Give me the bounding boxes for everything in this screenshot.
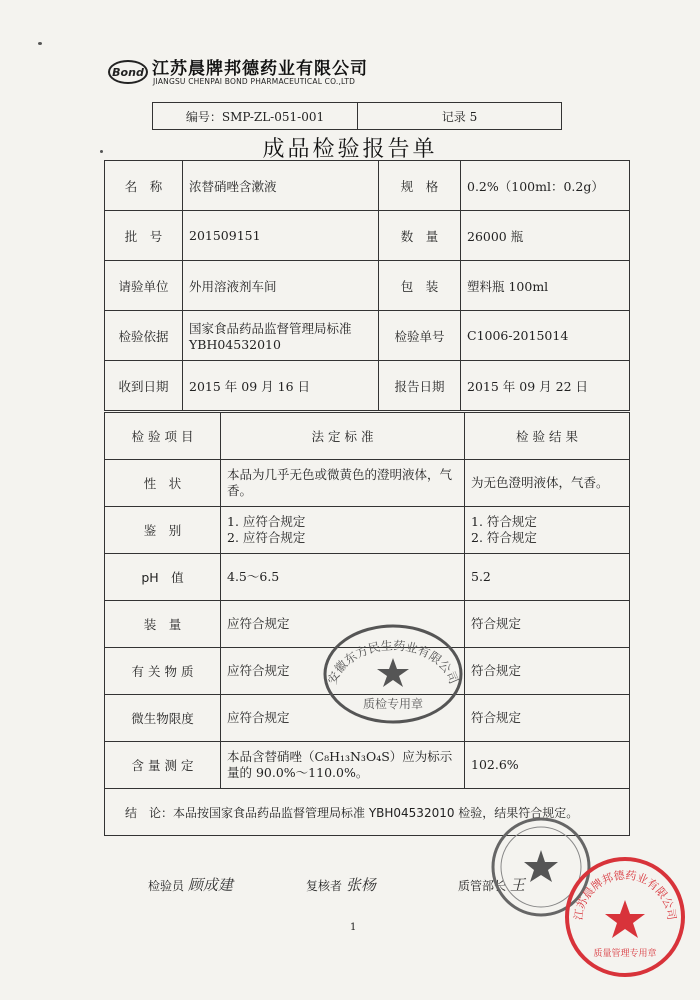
scan-speck — [100, 150, 103, 153]
info-value: 2015 年 09 月 22 日 — [461, 361, 630, 411]
test-result: 102.6% — [465, 742, 630, 789]
scan-speck — [38, 42, 42, 45]
info-label: 名 称 — [105, 161, 183, 211]
test-row — [105, 554, 630, 601]
info-value: 浓替硝唑含漱液 — [183, 161, 379, 211]
test-result: 1. 符合规定 2. 符合规定 — [465, 507, 630, 554]
report-title: 成品检验报告单 — [262, 137, 438, 162]
company-red-stamp — [560, 852, 690, 982]
inspector-label: 检验员 — [148, 879, 185, 893]
qa-label: 质管部长 — [458, 879, 507, 893]
reviewer-handwriting: 张杨 — [345, 876, 376, 894]
test-item: 微生物限度 — [105, 695, 221, 742]
qc-stamp-text: 质检专用章 — [362, 697, 424, 711]
test-header-row — [105, 413, 630, 460]
company-name-cn: 江苏晨牌邦德药业有限公司 — [152, 59, 368, 79]
red-stamp-text: 质量管理专用章 — [593, 949, 657, 959]
red-stamp-star-icon — [605, 900, 645, 938]
info-value: 外用溶液剂车间 — [183, 261, 379, 311]
info-row — [105, 161, 630, 211]
test-item: 有 关 物 质 — [105, 648, 221, 695]
qc-stamp-company: 安徽东方民生药业有限公司 — [325, 638, 461, 687]
test-standard: 4.5～6.5 — [221, 554, 465, 601]
test-item: 装 量 — [105, 601, 221, 648]
test-row — [105, 742, 630, 789]
qc-stamp-star-icon — [377, 658, 409, 687]
test-result: 符合规定 — [465, 601, 630, 648]
info-value: 国家食品药品监督管理局标准 YBH04532010 — [183, 311, 379, 361]
info-label: 规 格 — [379, 161, 461, 211]
test-standard: 应符合规定 — [221, 601, 465, 648]
page-number: 1 — [350, 922, 357, 933]
test-standard: 本品含替硝唑（C₈H₁₃N₃O₄S）应为标示量的 90.0%～110.0%。 — [221, 742, 465, 789]
test-item: 性 状 — [105, 460, 221, 507]
test-result: 符合规定 — [465, 648, 630, 695]
test-standard: 1. 应符合规定 2. 应符合规定 — [221, 507, 465, 554]
test-standard: 本品为几乎无色或微黄色的澄明液体，气香。 — [221, 460, 465, 507]
header-result: 检 验 结 果 — [465, 413, 630, 460]
test-item: 含 量 测 定 — [105, 742, 221, 789]
info-value: 塑料瓶 100ml — [461, 261, 630, 311]
info-value: 0.2%（100ml：0.2g） — [461, 161, 630, 211]
info-value: 2015 年 09 月 16 日 — [183, 361, 379, 411]
info-label: 请验单位 — [105, 261, 183, 311]
qa-handwriting: 王 — [509, 876, 525, 894]
qc-stamp — [318, 616, 468, 726]
header-item: 检 验 项 目 — [105, 413, 221, 460]
test-standard: 应符合规定 — [221, 648, 465, 695]
record-number: 记录 5 — [441, 109, 478, 124]
conclusion-text: 结 论：本品按国家食品药品监督管理局标准 YBH04532010 检验，结果符合规定。 — [105, 789, 630, 836]
gray-stamp-star-icon — [524, 850, 558, 882]
info-row — [105, 211, 630, 261]
info-value: C1006-2015014 — [461, 311, 630, 361]
test-result: 5.2 — [465, 554, 630, 601]
test-result: 为无色澄明液体，气香。 — [465, 460, 630, 507]
reviewer-signature — [306, 874, 376, 895]
info-label: 数 量 — [379, 211, 461, 261]
test-row — [105, 507, 630, 554]
doc-code: 编号：SMP-ZL-051-001 — [153, 103, 358, 129]
bond-logo — [108, 60, 148, 84]
header-standard: 法 定 标 准 — [221, 413, 465, 460]
test-result: 符合规定 — [465, 695, 630, 742]
info-label: 检验单号 — [379, 311, 461, 361]
info-row — [105, 361, 630, 411]
test-item: pH 值 — [105, 554, 221, 601]
inspector-handwriting: 顾成建 — [187, 876, 233, 894]
info-label: 收到日期 — [105, 361, 183, 411]
info-row — [105, 311, 630, 361]
product-info-table — [104, 160, 630, 411]
logo-text: Bond — [112, 65, 144, 79]
info-value: 26000 瓶 — [461, 211, 630, 261]
info-label: 批 号 — [105, 211, 183, 261]
company-name-en: JIANGSU CHENPAI BOND PHARMACEUTICAL CO.,LTD — [153, 77, 356, 86]
inspector-signature — [148, 874, 233, 895]
doc-code-box — [152, 102, 562, 130]
info-row — [105, 261, 630, 311]
test-item: 鉴 别 — [105, 507, 221, 554]
info-label: 报告日期 — [379, 361, 461, 411]
info-label: 包 装 — [379, 261, 461, 311]
red-stamp-company: 江苏晨牌邦德药业有限公司 — [571, 868, 679, 922]
test-row — [105, 460, 630, 507]
info-label: 检验依据 — [105, 311, 183, 361]
test-standard: 应符合规定 — [221, 695, 465, 742]
reviewer-label: 复核者 — [306, 879, 343, 893]
info-value: 201509151 — [183, 211, 379, 261]
